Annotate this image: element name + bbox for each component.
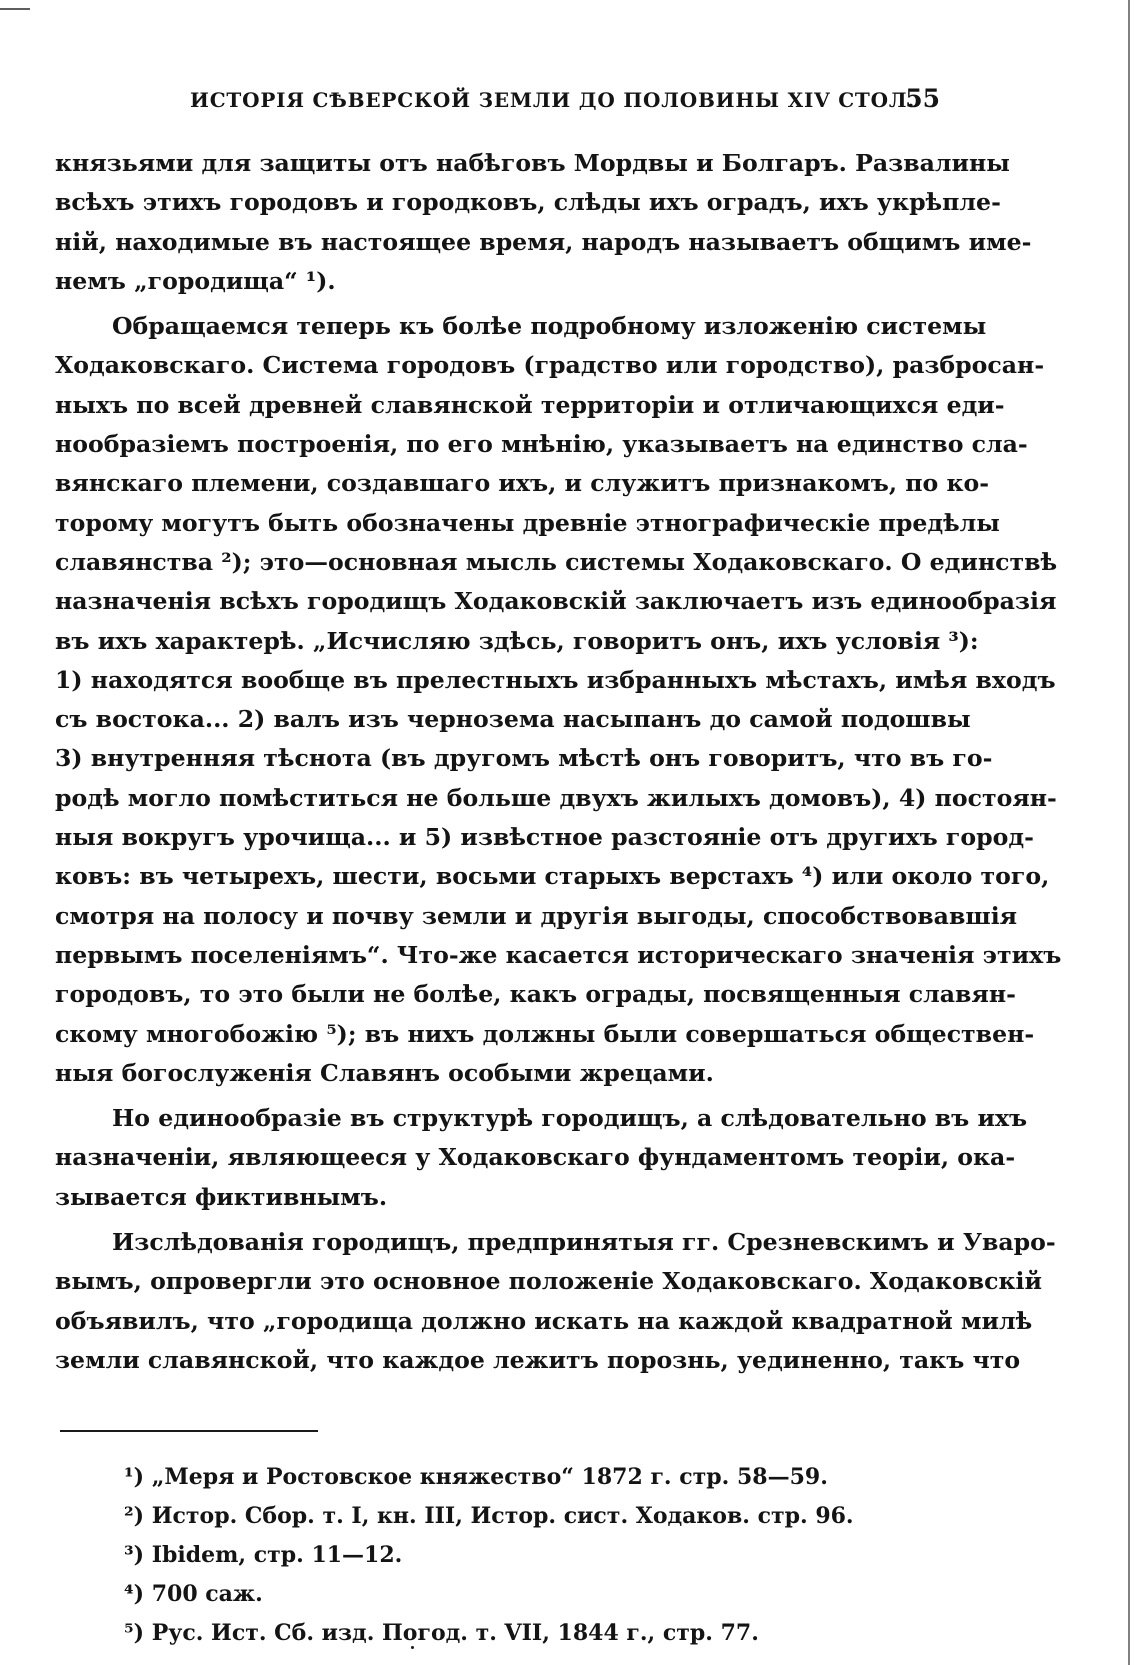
text-line: Но единообразіе въ структурѣ городищъ, а слѣдовательно въ ихъ <box>112 1104 1028 1133</box>
footnote-5: ⁵) Рус. Ист. Сб. изд. Погод. т. VII, 1844 г., стр. 77. <box>124 1620 759 1646</box>
text-line: ныя вокругъ урочища... и 5) извѣстное разстояніе отъ другихъ город- <box>55 823 1034 852</box>
text-line: назначеніи, являющееся у Ходаковскаго фундаментомъ теоріи, ока- <box>55 1143 1016 1172</box>
text-line: немъ „городища“ ¹). <box>55 266 336 295</box>
text-line: земли славянской, что каждое лежитъ порознь, уединенно, такъ что <box>55 1345 1021 1374</box>
text-line: ныя богослуженія Славянъ особыми жрецами. <box>55 1058 714 1087</box>
text-line: Ходаковскаго. Система городовъ (градство или городство), разбросан- <box>55 351 1045 380</box>
text-line: 1) находятся вообще въ прелестныхъ избранныхъ мѣстахъ, имѣя входъ <box>55 665 1056 694</box>
paragraph-1 <box>55 144 1032 301</box>
main-text <box>55 144 1062 1380</box>
text-line: зывается фиктивнымъ. <box>55 1182 388 1211</box>
text-line: назначенія всѣхъ городищъ Ходаковскій заключаетъ изъ единообразія <box>55 587 1057 616</box>
text-line: первымъ поселеніямъ“. Что-же касается историческаго значенія этихъ <box>55 940 1062 969</box>
text-line: торому могутъ быть обозначены древніе этнографическіе предѣлы <box>55 508 1000 537</box>
scan-speck <box>411 1646 414 1649</box>
text-line: славянства ²); это—основная мысль системы Ходаковскаго. О единствѣ <box>55 547 1058 576</box>
scan-edge-mark <box>0 8 30 10</box>
text-line: Обращаемся теперь къ болѣе подробному изложенію системы <box>112 312 987 341</box>
footnotes <box>124 1458 924 1653</box>
text-line: ній, находимые въ настоящее время, народъ называетъ общимъ име- <box>55 227 1032 256</box>
footnote-4: ⁴) 700 саж. <box>124 1581 263 1607</box>
text-line: всѣхъ этихъ городовъ и городковъ, слѣды ихъ оградъ, ихъ укрѣпле- <box>55 188 1001 217</box>
text-line: Изслѣдованія городищъ, предпринятыя гг. Срезневскимъ и Уваро- <box>112 1228 1056 1257</box>
text-line: съ востока... 2) валъ изъ чернозема насыпанъ до самой подошвы <box>55 705 971 734</box>
running-title: ИСТОРІЯ СѢВЕРСКОЙ ЗЕМЛИ ДО ПОЛОВИНЫ XIV СТОЛ. <box>190 88 916 112</box>
text-line: ковъ: въ четырехъ, шести, восьми старыхъ верстахъ ⁴) или около того, <box>55 862 1050 891</box>
footnote-3: ³) Ibidem, стр. 11—12. <box>124 1542 403 1568</box>
text-line: вымъ, опровергли это основное положеніе Ходаковскаго. Ходаковскій <box>55 1267 1042 1296</box>
text-line: нообразіемъ построенія, по его мнѣнію, указываетъ на единство сла- <box>55 430 1028 459</box>
footnote-1: ¹) „Меря и Ростовское княжество“ 1872 г. стр. 58—59. <box>124 1464 828 1490</box>
text-line: ныхъ по всей древней славянской территоріи и отличающихся еди- <box>55 390 1005 419</box>
page-number: 55 <box>905 84 940 113</box>
footnote-2: ²) Истор. Сбор. т. I, кн. III, Истор. сист. Ходаков. стр. 96. <box>124 1503 854 1529</box>
paragraph-4 <box>55 1223 1056 1380</box>
footnote-divider <box>60 1430 318 1432</box>
text-line: князьями для защиты отъ набѣговъ Мордвы и Болгаръ. Развалины <box>55 149 1010 177</box>
text-line: городовъ, то это были не болѣе, какъ ограды, посвященныя славян- <box>55 980 1016 1009</box>
text-line: 3) внутренняя тѣснота (въ другомъ мѣстѣ онъ говоритъ, что въ го- <box>55 744 993 773</box>
scan-edge-mark <box>1128 0 1130 1665</box>
text-line: объявилъ, что „городища должно искать на каждой квадратной милѣ <box>55 1306 1033 1335</box>
page-header <box>190 84 940 118</box>
text-line: скому многобожію ⁵); въ нихъ должны были совершаться обществен- <box>55 1019 1035 1048</box>
text-line: родѣ могло помѣститься не больше двухъ жилыхъ домовъ), 4) постоян- <box>55 783 1057 812</box>
paragraph-3 <box>55 1099 1028 1217</box>
text-line: вянскаго племени, создавшаго ихъ, и служитъ признакомъ, по ко- <box>55 469 990 498</box>
paragraph-2 <box>55 307 1062 1093</box>
text-line: въ ихъ характерѣ. „Исчисляю здѣсь, говоритъ онъ, ихъ условія ³): <box>55 626 979 655</box>
text-line: смотря на полосу и почву земли и другія выгоды, способствовавшія <box>55 901 1018 930</box>
